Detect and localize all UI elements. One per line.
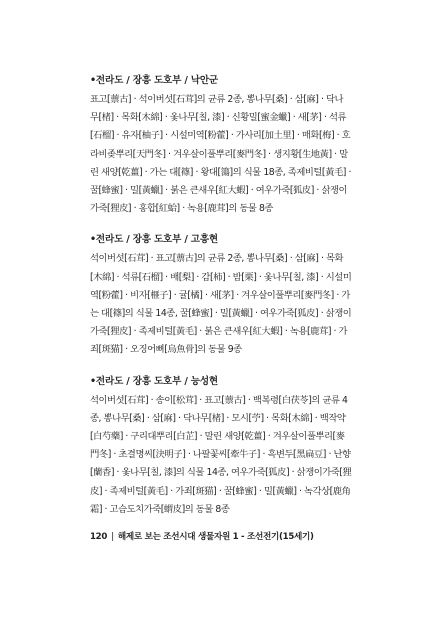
paragraph-line: 역[粉藿] · 비자[榧子] · 귤[橘] · 새[茅] · 겨우살이풀뿌리[麥門冬] · 가 — [90, 289, 350, 301]
paragraph-line: 가죽[狸皮] · 홍합[紅蛤] · 녹용[鹿茸]의 동물 8종 — [90, 203, 273, 215]
paragraph-line: 꿀[蜂蜜] · 밀[黃蠟] · 붉은 큰새우[紅大蝦] · 여우가죽[狐皮] · 삵쟁이 — [90, 185, 348, 197]
section-neungseong — [90, 374, 358, 519]
paragraph-line: 門冬] · 초결명씨[決明子] · 나팔꽃씨[牽牛子] · 흑변두[黑扁豆] · 난향 — [90, 449, 351, 461]
paragraph-line: 석이버섯[石茸] · 표고[蔈古]의 균류 2종, 뽕나무[桑] · 삼[麻] · 목화 — [90, 253, 344, 265]
section-goheung — [90, 232, 358, 359]
paragraph-line: [白芍藥] · 구리대뿌리[白芷] · 말린 새양[乾薑] · 겨우살이풀뿌리[麥 — [90, 431, 345, 443]
paragraph-line: 霜] · 고슴도치가죽[蝟皮]의 동물 8종 — [90, 503, 230, 515]
paragraph-line: 皮] · 족제비털[黃毛] · 가죄[斑猫] · 꿀[蜂蜜] · 밀[黃蠟] · 녹각상[鹿角 — [90, 485, 351, 497]
section-heading: •전라도 / 장흥 도호부 / 고흥현 — [90, 234, 218, 246]
paragraph-line: 는 대[篠]의 식물 14종, 꿀[蜂蜜] · 밀[黃蠟] · 여우가죽[狐皮] · 삵쟁이 — [90, 308, 352, 320]
section-heading: •전라도 / 장흥 도호부 / 능성현 — [90, 375, 218, 387]
page-footer — [90, 530, 314, 542]
paragraph-line: 가죽[狸皮] · 족제비털[黃毛] · 붉은 큰새우[紅大蝦] · 녹용[鹿茸] · 가 — [90, 326, 348, 338]
paragraph-line: 죄[斑猫] · 오징어뼈[烏魚骨]의 동물 9종 — [90, 344, 242, 356]
page-number: 120 — [90, 532, 108, 542]
book-title: 해제로 보는 조선시대 생물자원 1 - 조선전기(15세기) — [117, 532, 314, 542]
paragraph-line: [蘭香] · 옻나무[칠, 漆]의 식물 14종, 여우가죽[狐皮] · 삵쟁이가죽[狸 — [90, 467, 352, 479]
footer-separator: | — [111, 532, 114, 542]
paragraph-line: [木綿] · 석류[石榴] · 배[梨] · 감[柿] · 밤[栗] · 옻나무[칠, 漆] · 시설미 — [90, 271, 352, 283]
paragraph-line: 린 새양[乾薑] · 가는 대[篠] · 왕대[簜]의 식물 18종, 족제비털[黃毛] · — [90, 166, 351, 178]
paragraph-line: 무[楮] · 목화[木綿] · 옻나무[칠, 漆] · 신황밀[蜜金蠟] · 새[茅] · 석류 — [90, 112, 347, 124]
section-nagan — [90, 73, 358, 218]
section-heading: •전라도 / 장흥 도호부 / 낙안군 — [90, 75, 218, 86]
paragraph-line: 석이버섯[石茸] · 송이[松茸] · 표고[蔈古] · 백복령[白茯苓]의 균류 4 — [90, 394, 348, 406]
paragraph-line: 라비좆뿌리[天門冬] · 겨우살이풀뿌리[麥門冬] · 생지황[生地黃] · 말 — [90, 148, 348, 160]
paragraph-line: 종, 뽕나무[桑] · 삼[麻] · 닥나무[楮] · 모시[苧] · 목화[木綿] · 백작약 — [90, 412, 346, 424]
paragraph-line: [石榴] · 유자[柚子] · 시설미역[粉藿] · 가사리[加土里] · 매화[梅] · 호 — [90, 130, 351, 142]
paragraph-line: 표고[蔈古] · 석이버섯[石茸]의 균류 2종, 뽕나무[桑] · 삼[麻] · 닥나 — [90, 94, 344, 105]
page-body — [90, 73, 358, 533]
